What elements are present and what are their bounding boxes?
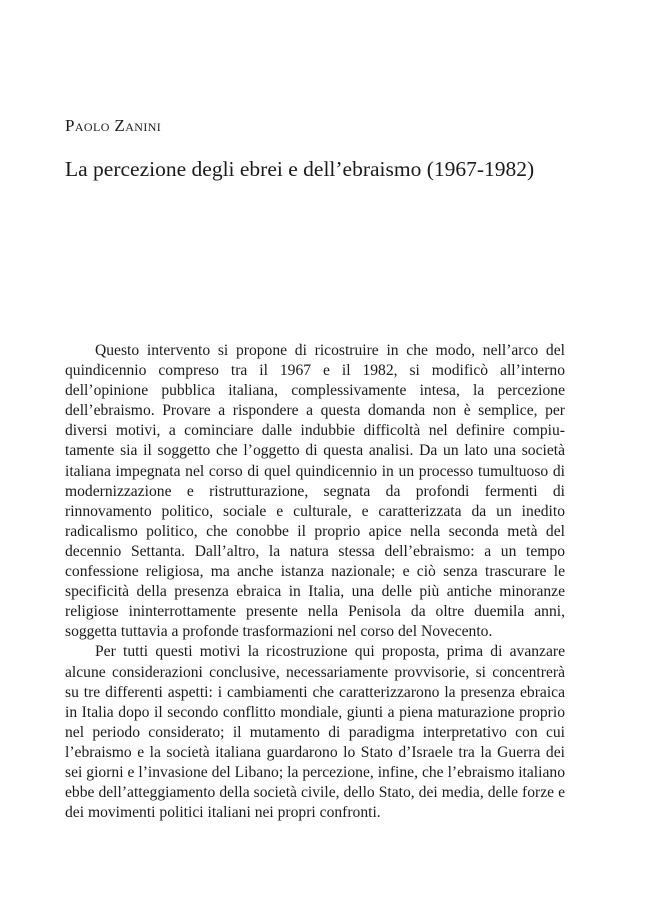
paragraph: Per tutti questi motivi la ricostruzione qui proposta, prima di avanzare alcune considerazioni conclusive, necessariamente provvisorie, si concentrerà su tre differenti aspetti: i cambiamenti che caratterizzarono la presenza ebraica in Italia dopo il secondo conflitto mondiale, giunti a piena maturazione proprio nel periodo considerato; il mutamento di paradigma interpretativo con cui l’ebraismo e la società italiana guardarono lo Stato d’Israele tra la Guerra dei sei giorni e l’invasione del Libano; la percezione, infine, che l’ebraismo italiano ebbe dell’atteggiamento della società civile, dello Stato, dei media, delle forze e dei movimenti politici italiani nei propri confronti. bbox=[65, 643, 565, 822]
author-name: Paolo Zanini bbox=[65, 116, 162, 135]
chapter-title: La percezione degli ebrei e dell’ebraismo (1967-1982) bbox=[65, 157, 535, 181]
body-text bbox=[65, 341, 565, 823]
paragraph: Questo intervento si propone di ricostruire in che modo, nell’arco del quindicennio compreso tra il 1967 e il 1982, si modificò all’interno dell’opinione pubblica italiana, complessivamente intesa, la percezione dell’ebraismo. Provare a rispondere a questa domanda non è semplice, per diversi motivi, a cominciare dalle indubbie difficoltà nel definire compiutamente sia il soggetto che l’oggetto di questa analisi. Da un lato una società italiana impegnata nel corso di quel quindicennio in un processo tumultuoso di modernizzazione e ristrutturazione, segnata da profondi fermenti di rinnovamento politico, sociale e culturale, e caratterizzata da un inedito radicalismo politico, che conobbe il proprio apice nella seconda metà del decennio Settanta. Dall’altro, la natura stessa dell’ebraismo: a un tempo confessione religiosa, ma anche istanza nazionale; e ciò senza trascurare le specificità della presenza ebraica in Italia, una delle più antiche minoranze religiose ininterrottamente presente nella Penisola da oltre duemila anni, soggetta tuttavia a profonde trasformazioni nel corso del Novecento. bbox=[65, 342, 565, 641]
